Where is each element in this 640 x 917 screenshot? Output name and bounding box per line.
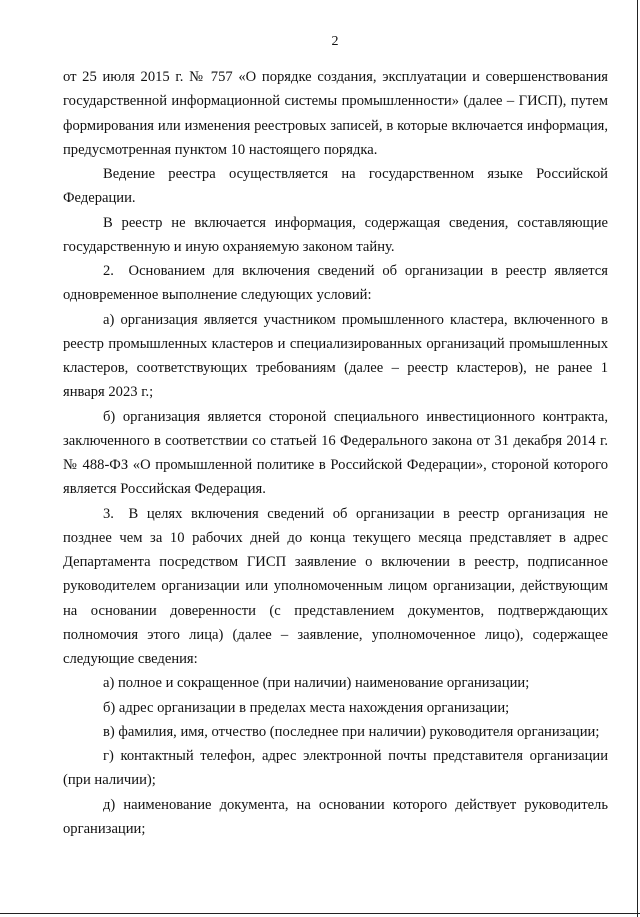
paragraph-item-2: 2. Основанием для включения сведений об организации в реестр является одновременное выполнение следующих условий: [63,263,608,304]
paragraph-item-3: 3. В целях включения сведений об организации в реестр организация не позднее чем за 10 рабочих дней до конца текущего месяца представляет в адрес Департамента посредством ГИСП заявление о включении в реестр, подписанное руководителем организации или уполномоченным лицом организации, действующим на основании доверенности (с представлением документов, подтверждающих полномочия этого лица) (далее – заявление, уполномоченное лицо), содержащее следующие сведения: [63,505,608,667]
paragraph-info-b: б) адрес организации в пределах места нахождения организации; [103,699,510,716]
scan-edge-bottom [0,913,640,914]
paragraph-info-a: а) полное и сокращенное (при наличии) наименование организации; [103,675,530,692]
page-number: 2 [331,34,339,49]
paragraph-info-c: в) фамилия, имя, отчество (последнее при наличии) руководителя организации; [103,723,600,740]
document-body [63,65,608,841]
paragraph-condition-b: б) организация является стороной специального инвестиционного контракта, заключенного в соответствии со статьей 16 Федерального закона от 31 декабря 2014 г. № 488-ФЗ «О промышленной политике в Российской Федерации», стороной которого является Российская Федерация. [63,408,608,498]
paragraph-info-d: г) контактный телефон, адрес электронной почты представителя организации (при наличии); [63,748,608,789]
scan-edge-right [637,0,638,917]
paragraph-info-e: д) наименование документа, на основании которого действует руководитель организации; [63,796,608,837]
paragraph-continuation: от 25 июля 2015 г. № 757 «О порядке создания, эксплуатации и совершенствования государственной информационной системы промышленности» (далее – ГИСП), путем формирования или изменения реестровых записей, в которые включается информация, предусмотренная пунктом 10 настоящего порядка. [63,69,608,158]
paragraph-condition-a: а) организация является участником промышленного кластера, включенного в реестр промышленных кластеров и специализированных организаций промышленных кластеров, соответствующих требованиям (далее – реестр кластеров), не ранее 1 января 2023 г.; [63,311,608,401]
paragraph-language: Ведение реестра осуществляется на государственном языке Российской Федерации. [63,166,608,207]
paragraph-secrecy: В реестр не включается информация, содержащая сведения, составляющие государственную и иную охраняемую законом тайну. [63,214,608,255]
